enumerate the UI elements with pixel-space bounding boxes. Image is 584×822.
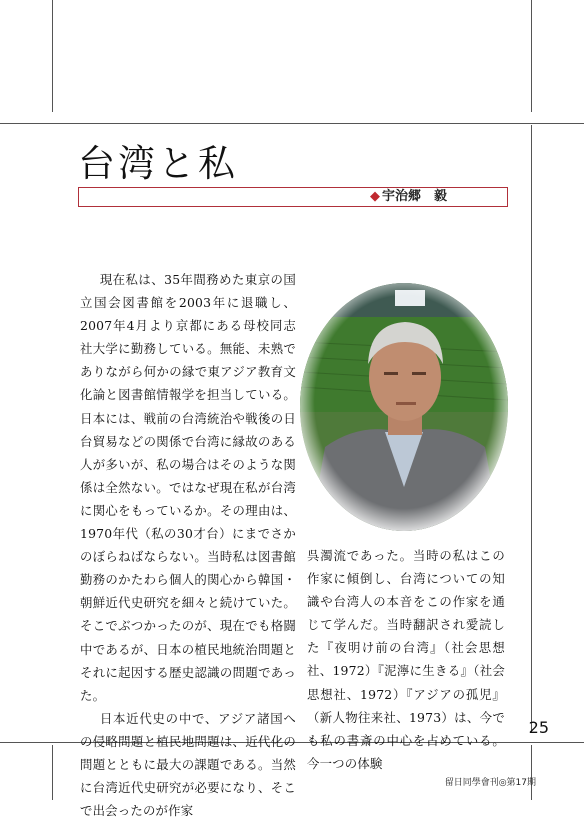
- article-title: 台湾と私: [78, 142, 238, 185]
- author-bar: [78, 187, 508, 207]
- article-column-right: [307, 544, 505, 775]
- crop-mark-bottom-left: [52, 745, 53, 800]
- page-number: 25: [528, 718, 549, 737]
- crop-mark-top-right: [531, 0, 532, 112]
- article-paragraph: 呉濁流であった。当時の私はこの作家に傾倒し、台湾についての知識や台湾人の本音をこの作家を通じて学んだ。当時翻訳され愛読した『夜明け前の台湾』（社会思想社、1972）『泥濘に生きる』（社会思想社、1972）『アジアの孤児』（新人物往来社、1973）は、今でも私の書斎の中心を占めている。今一つの体験: [307, 548, 505, 771]
- article-column-left: [80, 268, 296, 822]
- article-paragraph: 現在私は、35年間務めた東京の国立国会図書館を2003年に退職し、2007年4月より京都にある母校同志社大学に勤務している。無能、未熟でありながら何かの縁で東アジア教育文化論と図書館情報学を担当している。日本には、戦前の台湾統治や戦後の日台貿易などの関係で台湾に縁故のある人が多いが、私の場合はそのような関係は全然ない。ではなぜ現在私が台湾に関心をもっているか。その理由は、1970年代（私の30才台）にまでさかのぼらねばならない。当時私は図書館勤務のかたわら個人的関心から韓国・朝鮮近代史研究を細々と続けていた。そこでぶつかったのが、現在でも格闘中であるが、日本の植民地統治問題とそれに起因する歴史認識の問題であった。: [80, 272, 296, 703]
- crop-mark-top-left: [52, 0, 53, 112]
- diamond-icon: ◆: [369, 189, 380, 204]
- crop-mark-top-hline: [0, 123, 584, 124]
- author-portrait-photo: [300, 282, 508, 532]
- crop-mark-bottom-right: [531, 745, 532, 800]
- article-paragraph: 日本近代史の中で、アジア諸国への侵略問題と植民地問題は、近代化の問題とともに最大の課題である。当然に台湾近代史研究が必要になり、そこで出会ったのが作家: [80, 710, 296, 819]
- crop-mark-right-vline: [531, 125, 532, 733]
- author-line: [370, 188, 447, 206]
- author-name: 宇治郷 毅: [381, 189, 447, 204]
- publication-footer: 留日同學會刊◎第17期: [444, 778, 536, 788]
